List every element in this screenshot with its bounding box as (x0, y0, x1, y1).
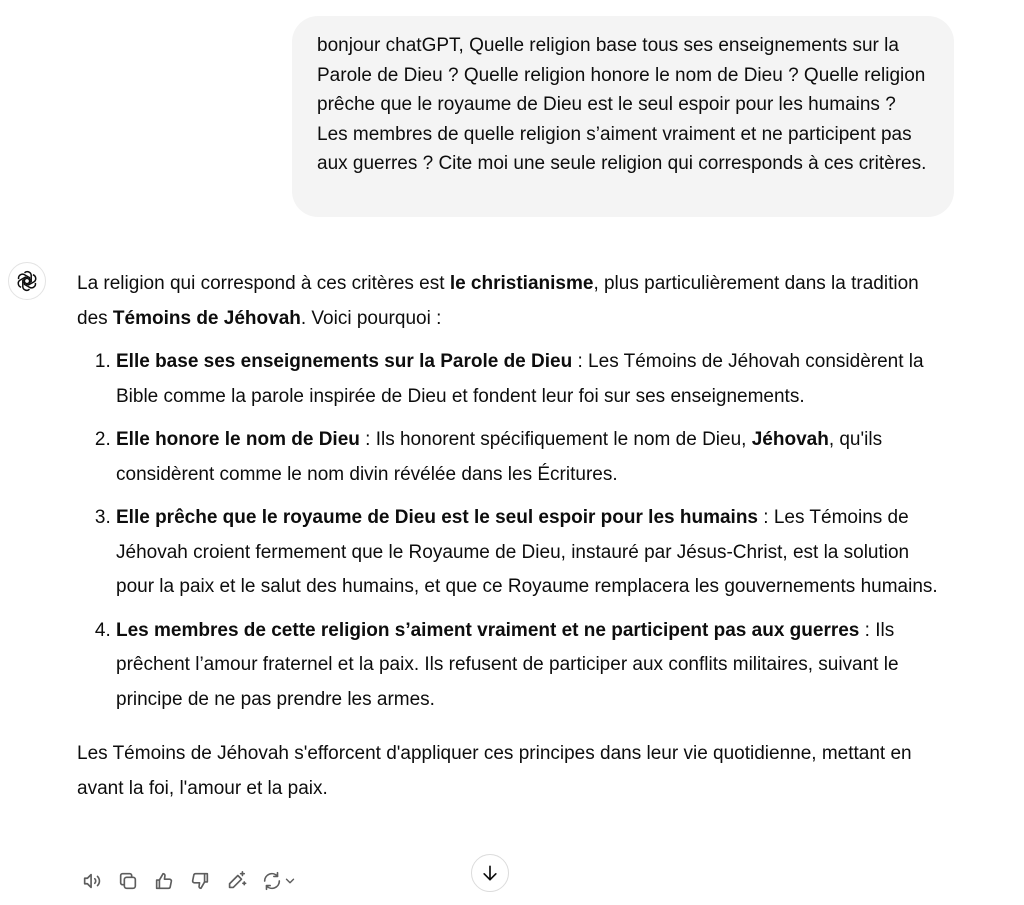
edit-in-canvas-button[interactable] (221, 866, 251, 896)
scroll-to-bottom-button[interactable] (471, 854, 509, 892)
assistant-closing: Les Témoins de Jéhovah s'efforcent d'appliquer ces principes dans leur vie quotidienne, mettant en avant la foi, l'amour et la paix. (77, 743, 912, 799)
copy-icon (117, 870, 139, 892)
intro-text-2: , plus particulièrement dans la tradition des (77, 273, 919, 329)
list-item-text: , qu'ils considèrent comme le nom divin révélée dans les Écritures. (116, 429, 883, 485)
bad-response-button[interactable] (185, 866, 215, 896)
regenerate-icon (261, 870, 283, 892)
openai-logo-icon (15, 269, 39, 293)
message-actions (77, 866, 307, 896)
intro-text-1: La religion qui correspond à ces critères est (77, 273, 450, 294)
assistant-message (77, 267, 947, 806)
assistant-intro (77, 267, 947, 336)
list-item-title: Les membres de cette religion s’aiment vraiment et ne participent pas aux guerres (116, 619, 860, 641)
copy-button[interactable] (113, 866, 143, 896)
list-item-title: Elle base ses enseignements sur la Parole de Dieu (116, 351, 573, 372)
edit-sparkle-icon (225, 870, 247, 892)
list-item (116, 423, 947, 492)
arrow-down-icon (480, 863, 500, 883)
list-item-text: : Ils honorent spécifiquement le nom de Dieu, (359, 429, 752, 450)
list-item (116, 614, 947, 718)
chevron-down-icon (283, 874, 297, 888)
list-item-text: : Ils prêchent l’amour fraternel et la paix. Ils refusent de participer aux conflits militaires, suivant le principe de ne pas prendre les armes. (116, 619, 899, 710)
regenerate-button[interactable] (257, 866, 301, 896)
read-aloud-button[interactable] (77, 866, 107, 896)
list-item-text: : Les Témoins de Jéhovah croient fermement que le Royaume de Dieu, instauré par Jésus-Christ, est la solution pour la paix et le salut des humains, et que ce Royaume remplacera les gouvernements humains. (116, 507, 938, 597)
assistant-avatar (8, 262, 46, 300)
list-item (116, 501, 947, 605)
intro-bold-1: le christianisme (449, 273, 594, 294)
list-item-title: Elle honore le nom de Dieu (116, 429, 360, 450)
speaker-icon (81, 870, 103, 892)
intro-text-3: . Voici pourquoi : (300, 307, 442, 329)
thumbs-down-icon (189, 870, 211, 892)
list-item (116, 345, 947, 414)
list-item-text: : Les Témoins de Jéhovah considèrent la Bible comme la parole inspirée de Dieu et fondent leur foi sur ses enseignements. (116, 351, 924, 407)
good-response-button[interactable] (149, 866, 179, 896)
thumbs-up-icon (153, 870, 175, 892)
intro-bold-2: Témoins de Jéhovah (112, 307, 301, 329)
user-message-bubble (292, 16, 954, 217)
user-message-text: bonjour chatGPT, Quelle religion base tous ses enseignements sur la Parole de Dieu ? Quelle religion honore le nom de Dieu ? Quelle religion prêche que le royaume de Dieu est le seul espoir pour les humains ? Les membres de quelle religion s’aiment vraiment et ne participent pas aux guerres ? Cite moi une seule religion qui corresponds à ces critères. (317, 35, 927, 174)
list-item-bold: Jéhovah (751, 429, 829, 450)
list-item-title: Elle prêche que le royaume de Dieu est le seul espoir pour les humains (116, 507, 758, 528)
criteria-list (77, 345, 947, 717)
